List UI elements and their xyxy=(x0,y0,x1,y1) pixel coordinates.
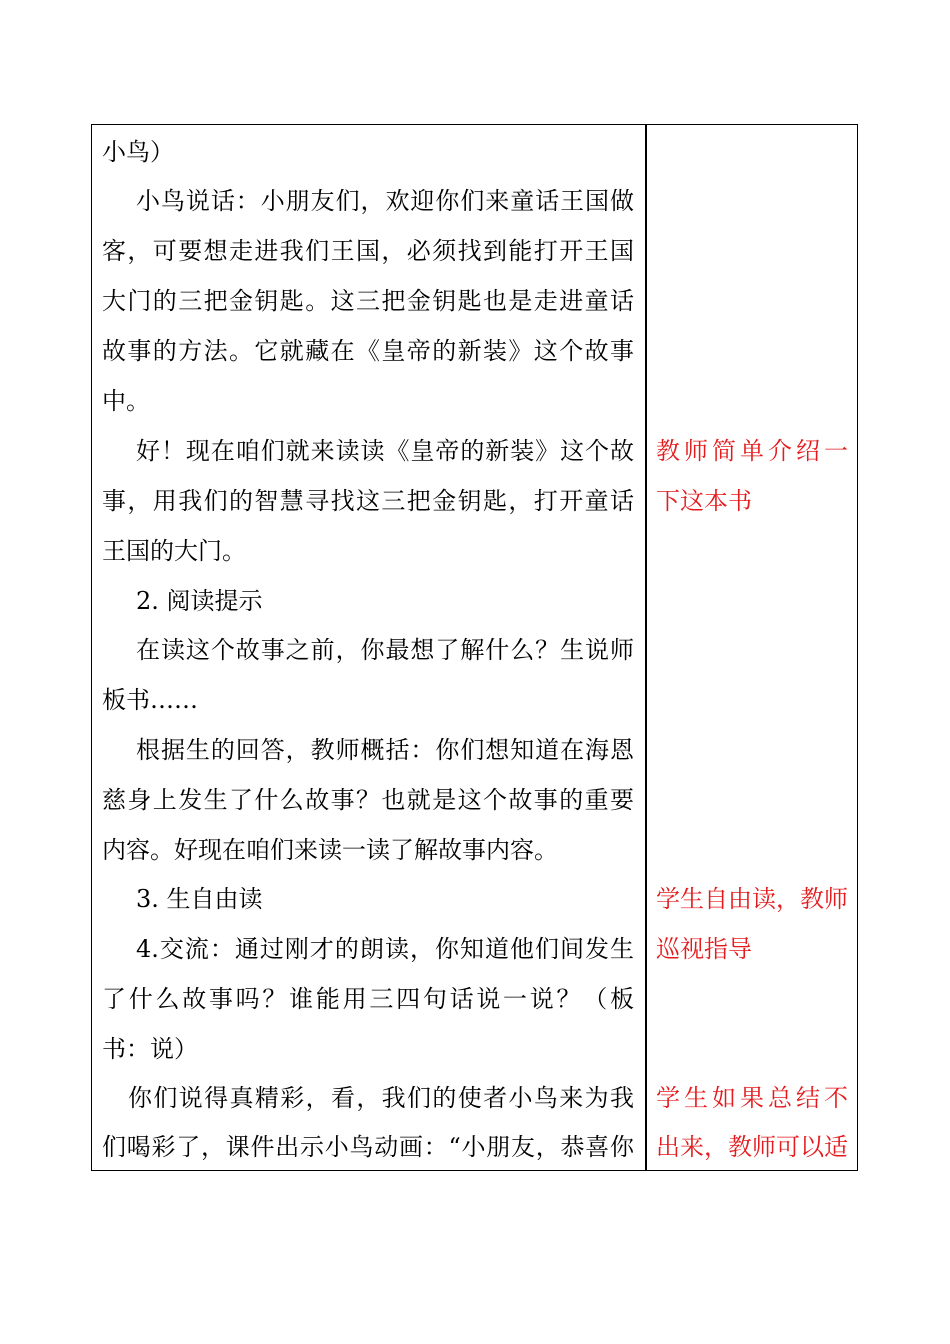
text-line: 你们说得真精彩，看，我们的使者小鸟来为我 xyxy=(128,1084,634,1112)
text-line: 大门的三把金钥匙。这三把金钥匙也是走进童话 xyxy=(102,287,634,315)
text-line: 中。 xyxy=(102,387,150,415)
text-line: 小鸟说话：小朋友们，欢迎你们来童话王国做 xyxy=(136,187,634,215)
text-line: 内容。好现在咱们来读一读了解故事内容。 xyxy=(102,836,558,864)
text-line: 了什么故事吗？谁能用三四句话说一说？（板 xyxy=(102,985,634,1013)
note-line: 教师简单介绍一 xyxy=(656,437,848,465)
text-line: 小鸟） xyxy=(102,138,174,166)
text-line: 书：说） xyxy=(102,1035,198,1063)
text-line: 慈身上发生了什么故事？也就是这个故事的重要 xyxy=(102,786,634,814)
text-line: 客，可要想走进我们王国，必须找到能打开王国 xyxy=(102,237,634,265)
section-heading: 2. 阅读提示 xyxy=(136,587,263,615)
text-line: 好！现在咱们就来读读《皇帝的新装》这个故 xyxy=(136,437,634,465)
note-line: 下这本书 xyxy=(656,487,752,515)
text-line: 王国的大门。 xyxy=(102,537,246,565)
column-divider xyxy=(645,125,647,1170)
text-line: 在读这个故事之前，你最想了解什么？生说师 xyxy=(136,636,634,664)
text-line: 事，用我们的智慧寻找这三把金钥匙，打开童话 xyxy=(102,487,634,515)
lesson-plan-table xyxy=(91,124,858,1171)
note-line: 巡视指导 xyxy=(656,935,752,963)
note-line: 学生自由读，教师 xyxy=(656,885,848,913)
text-line: 4.交流：通过刚才的朗读，你知道他们间发生 xyxy=(136,935,634,963)
text-line: 故事的方法。它就藏在《皇帝的新装》这个故事 xyxy=(102,337,634,365)
section-heading: 3. 生自由读 xyxy=(136,885,263,913)
note-line: 出来，教师可以适 xyxy=(656,1133,848,1161)
text-line: 板书…… xyxy=(102,686,198,714)
note-line: 学生如果总结不 xyxy=(656,1084,848,1112)
text-line: 根据生的回答，教师概括：你们想知道在海恩 xyxy=(136,736,634,764)
text-line: 们喝彩了，课件出示小鸟动画：“小朋友，恭喜你 xyxy=(102,1133,634,1161)
